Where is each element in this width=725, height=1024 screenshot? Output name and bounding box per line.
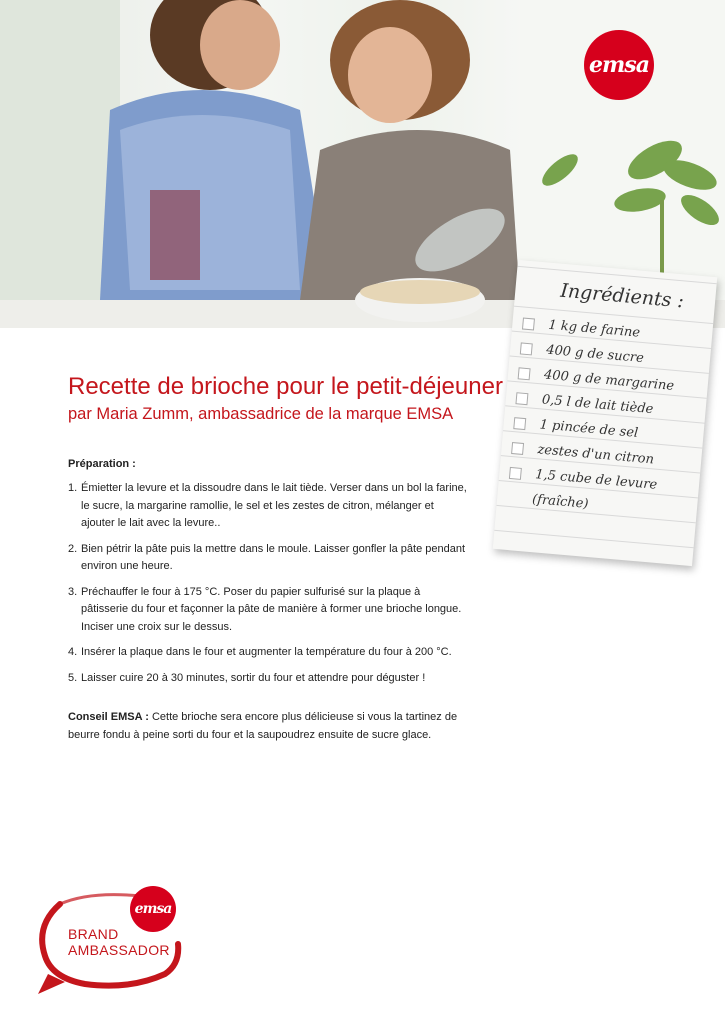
preparation-heading: Préparation : [68,458,136,470]
step-item [68,670,468,688]
page-subtitle: par Maria Zumm, ambassadrice de la marque EMSA [68,405,454,423]
ingredients-title: Ingrédients : [559,279,685,313]
checkbox-icon [522,317,535,330]
ingredient-text: 1 pincée de sel [539,417,639,441]
checkbox-icon [509,466,522,479]
ingredient-text: 400 g de sucre [545,342,645,367]
step-item [68,541,468,576]
ingredient-text: zestes d'un citron [536,442,655,468]
checkbox-icon [513,417,526,430]
step-item [68,584,468,637]
ingredient-text: 1 kg de farine [547,317,641,341]
page-title: Recette de brioche pour le petit-déjeuner [68,373,503,400]
step-text: Préchauffer le four à 175 °C. Poser du papier sulfurisé sur la plaque à pâtisserie du four et façonner la pâte de manière à former une brioche longue. Inciser une croix sur le dessus. [81,585,462,633]
step-item [68,480,468,533]
step-item [68,644,468,662]
ingredient-text: 1,5 cube de levure [534,467,658,493]
step-number: 3. [68,585,78,598]
step-text: Émietter la levure et la dissoudre dans le lait tiède. Verser dans un bol la farine, le sucre, la margarine ramollie, le sel et les zestes de citron, mélanger et ajouter le lait avec la levure.. [81,482,467,529]
ingredient-text: 0,5 l de lait tiède [541,392,654,418]
step-text: Bien pétrir la pâte puis la mettre dans le moule. Laisser gonfler la pâte pendant environ une heure. [81,542,466,572]
step-number: 2. [68,542,78,555]
emsa-logo [584,30,654,100]
step-number: 5. [68,671,78,684]
badge-emsa-logo [130,886,176,932]
ingredients-note [493,260,718,566]
step-number: 4. [68,646,78,658]
checkbox-icon [518,367,531,380]
checkbox-icon [515,392,528,405]
badge-line2: AMBASSADOR [68,942,170,958]
ingredient-text: 400 g de margarine [543,367,675,394]
badge-line1: BRAND [68,926,119,942]
ingredients-list [506,311,713,527]
brand-ambassador-badge [30,886,190,996]
step-number: 1. [68,482,78,494]
emsa-logo-text: emsa [589,52,649,78]
step-text: Laisser cuire 20 à 30 minutes, sortir du four et attendre pour déguster ! [81,671,426,684]
preparation-steps [68,480,468,695]
tip-text: Cette brioche sera encore plus délicieuse si vous la tartinez de beurre fondu à peine sorti du four et la saupoudrez ensuite de sucre glace. [68,711,458,741]
checkbox-icon [520,342,533,355]
step-text: Insérer la plaque dans le four et augmenter la température du four à 200 °C. [81,646,452,658]
ingredient-text: (fraîche) [531,492,590,512]
emsa-tip [68,709,458,744]
tip-label: Conseil EMSA : [68,711,149,723]
checkbox-icon [511,442,524,455]
badge-logo-text: emsa [134,901,172,917]
